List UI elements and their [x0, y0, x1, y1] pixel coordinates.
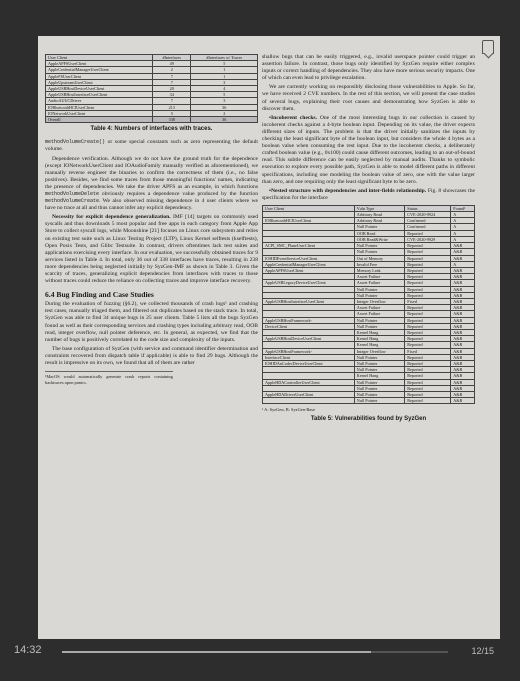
- reading-progress-fill: [62, 651, 371, 653]
- table-cell: Null Pointer: [354, 398, 404, 404]
- table-cell: 1: [191, 73, 258, 79]
- table-cell: A&B: [451, 298, 475, 304]
- table-cell: Reported: [405, 385, 451, 391]
- table-cell: Reported: [405, 274, 451, 280]
- table4-caption: Table 4: Numbers of interfaces with traces.: [90, 126, 213, 133]
- reading-progress-bar[interactable]: [62, 651, 448, 653]
- table-cell: 5: [191, 92, 258, 98]
- table-cell: Reported: [405, 305, 451, 311]
- table-cell: Assert Failure: [354, 305, 404, 311]
- table-cell: 7: [153, 98, 191, 104]
- table-cell: Assert Failure: [354, 274, 404, 280]
- table5-caption: Table 5: Vulnerabilities found by SyzGen: [310, 416, 427, 423]
- table-header-cell: User Client: [46, 55, 153, 61]
- paragraph: We are currently working on responsibly disclosing those vulnerabilities to Apple. So far, we have received 2 CVE numbers. In the rest of this section, we will present the case studies of several bugs, explaining their root causes and demonstrating how SyzGen is able to discover them.: [262, 84, 475, 112]
- table-cell: Assert Failure: [354, 280, 404, 286]
- table-cell: Reported: [405, 373, 451, 379]
- table-cell: Kernel Hang: [354, 373, 404, 379]
- paragraph-text: Dependence verification. Although we do not have the ground truth for the dependence (except IONetworkUserClient and IOAudioFamily manually verified as aforementioned), we manually reverse engineer the binaries to confirm the correctness of them (i.e., no false positives). Besides, we find some traces from those meaningful functions' names, indicating the presence of dependencies. We take the driver APFS as an example, in which functions: [45, 155, 258, 190]
- table-cell: Reported: [405, 292, 451, 298]
- table-cell: A&B: [451, 249, 475, 255]
- table-cell: Reported: [405, 280, 451, 286]
- table-cell: Null Pointer: [354, 385, 404, 391]
- table-cell: A&B: [451, 348, 475, 354]
- table-cell: AppleUSBHostInterfaceUserClient: [263, 298, 355, 304]
- table-cell: Reported: [405, 255, 451, 261]
- table-cell: A&B: [451, 274, 475, 280]
- table-cell: A&B: [451, 267, 475, 273]
- table-cell: A: [451, 224, 475, 230]
- table-cell: IONetworkUserClient: [46, 110, 153, 116]
- table-cell: 7: [153, 73, 191, 79]
- table-cell: Arbitrary Read: [354, 218, 404, 224]
- table-cell: 2: [191, 110, 258, 116]
- table-cell: Memory Leak: [354, 267, 404, 273]
- table-cell: Null Pointer: [354, 360, 404, 366]
- paragraph-text: IMF [14] targets on commonly used syscalls and thus downloads 5 most popular and free apps in each category from Apple App Store to collect syscall logs, while Moonshine [21] focuses on Linux core subsystem and relies on existing test suite such as Linux Testing Project (LTP), Linux Kernel selftests (kselftests), Open Posix Tests, and Glibc Testsuite. In contrast, drivers oftentimes lack test suites and applications exercising every interface. In our evaluation, we successfully obtained traces for 9 services listed in Table 4. In total, only 36 out of 338 interfaces have traces, resulting in 238 more dependencies being neglected initially by SyzGen-IMF as shown in Table 3. Given the scarcity of traces, generalizing explicit dependencies from interfaces with traces to those without traces could reduce the reliance on collecting traces and improve interface recovery.: [45, 214, 258, 285]
- vulnerabilities-table: [262, 205, 475, 405]
- paragraph-text: obviously requires a dependence value produced by the function: [99, 190, 258, 197]
- table-cell: Fixed: [405, 348, 451, 354]
- table-cell: 213: [153, 104, 191, 110]
- paragraph: [45, 156, 258, 213]
- table-header-cell: #Interfaces w/ Traces: [191, 55, 258, 61]
- table-cell: AppleUSBHostDeviceUserClient: [263, 336, 355, 342]
- inline-code: methodVolumeCreate: [45, 198, 100, 205]
- table-cell: 20: [153, 86, 191, 92]
- table-cell: A&B: [451, 336, 475, 342]
- table-cell: AppleUpstreamUserClient: [46, 79, 153, 85]
- table-cell: IOHIDEventServiceUserClient: [263, 255, 355, 261]
- table-cell: 7: [153, 79, 191, 85]
- table-cell: A&B: [451, 311, 475, 317]
- table-cell: A&B: [451, 280, 475, 286]
- table-cell: A&B: [451, 373, 475, 379]
- table-cell: A&B: [451, 305, 475, 311]
- table-cell: 4: [191, 86, 258, 92]
- table-cell: A&B: [451, 292, 475, 298]
- table-cell: Null Pointer: [354, 391, 404, 397]
- table-cell: Reported: [405, 317, 451, 323]
- table-cell: Null Pointer: [354, 224, 404, 230]
- table-cell: 1: [191, 67, 258, 73]
- table-cell: IOBluetoothHCIUserClient: [263, 218, 355, 224]
- page-indicator[interactable]: 12/15: [471, 646, 494, 656]
- table-cell: Integer Overflow: [354, 348, 404, 354]
- table-cell: Out of Memory: [354, 255, 404, 261]
- table-cell: Null Pointer: [354, 243, 404, 249]
- table-cell: Reported: [405, 360, 451, 366]
- table-cell: Reported: [405, 267, 451, 273]
- paragraph: [45, 139, 258, 153]
- table-cell: Null Pointer: [354, 292, 404, 298]
- table-cell: A&B: [451, 286, 475, 292]
- table-cell: AppleUSBHostDeviceUserClient: [46, 86, 153, 92]
- paragraph-text: or some special constants such as zero representing the default volume.: [45, 139, 258, 153]
- paragraph-lead: •Incoherent checks.: [269, 114, 318, 121]
- table-cell: Reported: [405, 354, 451, 360]
- table-cell: AppleAPFSUserClient: [46, 61, 153, 67]
- bookmark-icon[interactable]: [482, 40, 494, 54]
- table-cell: Reported: [405, 323, 451, 329]
- table-cell: A: [451, 212, 475, 218]
- table-cell: Reported: [405, 311, 451, 317]
- table-cell: IOHIDAnCodecDeviceUserClient: [263, 360, 355, 366]
- table-header-cell: Vuln Type: [354, 205, 404, 211]
- table-cell: Confirmed: [405, 218, 451, 224]
- table-cell: AppleUSBHostFramework-: [263, 317, 355, 323]
- table-cell: AudioAUUCDriver: [46, 98, 153, 104]
- inline-code: methodVolumeCreate(): [45, 139, 106, 146]
- table-cell: AppleHDAControllerUserClient: [263, 379, 355, 385]
- table-cell: Null Pointer: [354, 286, 404, 292]
- paragraph: During the evaluation of fuzzing (§6.2), we collected thousands of crash logs¹ and crashing test cases, manually triaged them, and filtered out duplicates based on the stack trace. In total, SyzGen was able to find 34 unique bugs in 25 user clients. Table 5 lists all the bugs SyzGen found as well as their corresponding services and crashing types including arbitrary read, OOB read, integer overflow, null pointer deference, etc. In general, as expected, we find that the number of bugs is positively correlated to the code size and complexity of the inputs.: [45, 301, 258, 343]
- table-header-cell: Status: [405, 205, 451, 211]
- right-column: [262, 54, 475, 430]
- clock: 14:32: [14, 644, 42, 656]
- table-cell: A&B: [451, 367, 475, 373]
- table-cell: AppleAPFSUserClient: [263, 267, 355, 273]
- table-cell: 338: [153, 117, 191, 123]
- table-cell: 5: [153, 110, 191, 116]
- paragraph-text: One of the most interesting bugs in our collection is caused by incoherent checks against a 4-byte boolean input. Depending on its value, the driver expects different sizes of inputs. The problem is that the driver initially sanitizes the inputs by checking the least significant byte of the boolean input, but considers the whole 4 bytes as a boolean value when consuming the rest input. Due to the incoherent checks, a deliberately crafted boolean value (e.g., 0x100) could cause different outcomes, leading to an out-of-bound read. This subtle difference can be easily neglected by manual audits. Thanks to symbolic execution to explore every possible path, SyzGen is able to model different paths in different specifications, including one modeling the boolean value of zero, one with the value larger than zero, and one requiring only the least significant byte to be zero.: [262, 114, 475, 185]
- table-cell: A&B: [451, 385, 475, 391]
- status-bar: [0, 642, 520, 681]
- table-cell: Reported: [405, 329, 451, 335]
- table-cell: A&B: [451, 323, 475, 329]
- table-cell: AppleUSBHostFramework-: [263, 348, 355, 354]
- table-cell: Reported: [405, 243, 451, 249]
- table-cell: AppleFSUserClient: [46, 73, 153, 79]
- paragraph-text: . We also observed missing dependence in 4 user clients where we have no trace at all and thus cannot infer any explicit dependency.: [45, 198, 258, 212]
- table-cell: Reported: [405, 230, 451, 236]
- table-cell: IOBluetoothHCIUserClient: [46, 104, 153, 110]
- table-cell: AppleHDADriverUserClient: [263, 391, 355, 397]
- table-cell: A&B: [451, 360, 475, 366]
- table-cell: Overall: [46, 117, 153, 123]
- paragraph: [45, 214, 258, 285]
- table-cell: A: [451, 261, 475, 267]
- inline-code: methodVolumeDelete: [45, 190, 100, 197]
- paragraph-lead: •Nested structure with dependencies and inter-fields relationship.: [269, 187, 427, 194]
- table-cell: Kernel Hang: [354, 336, 404, 342]
- table-cell: Fixed: [405, 298, 451, 304]
- table-cell: Null Pointer: [354, 323, 404, 329]
- table-cell: Kernel Hang: [354, 342, 404, 348]
- table-cell: Arbitrary Read: [354, 212, 404, 218]
- table-cell: A&B: [451, 317, 475, 323]
- table-cell: Reported: [405, 398, 451, 404]
- table-cell: Reported: [405, 336, 451, 342]
- table-cell: Reported: [405, 367, 451, 373]
- table-cell: [263, 398, 355, 404]
- table-cell: InterfaceClient: [263, 354, 355, 360]
- table-cell: Reported: [405, 249, 451, 255]
- table-cell: A&B: [451, 342, 475, 348]
- table-cell: 3: [191, 79, 258, 85]
- table-cell: AppleCredentialManagerUserClient: [46, 67, 153, 73]
- table-cell: A&B: [451, 398, 475, 404]
- table-cell: A: [451, 230, 475, 236]
- table-cell: Assert Failure: [354, 311, 404, 317]
- paragraph: The base configuration of SyzGen (with service and command identifier determination and constraints recovered from dispatch table if applicable) is able to find 29 bugs. Although the result is impressive on its own, we found that all of them are rather: [45, 345, 258, 367]
- table-cell: Null Pointer: [354, 379, 404, 385]
- table-cell: Reported: [405, 391, 451, 397]
- left-column: [45, 54, 258, 385]
- table-cell: A&B: [451, 243, 475, 249]
- table-cell: 3: [191, 98, 258, 104]
- table-cell: Null Pointer: [354, 367, 404, 373]
- table-cell: OOB Read&Write: [354, 236, 404, 242]
- table-cell: Confirmed: [405, 224, 451, 230]
- table-cell: 5: [191, 61, 258, 67]
- table-header-cell: Found¹: [451, 205, 475, 211]
- table-cell: A: [451, 236, 475, 242]
- table-cell: CVE-2020-9924: [405, 212, 451, 218]
- paragraph: shallow bugs that can be easily triggered, e.g., invalid userspace pointer could trigger an assertion failure. In contrast, those bugs only identified by SyzGen require either complex inputs or correct handling of dependencies. They also have more serious security impacts. One of which can even lead to privilege escalation.: [262, 54, 475, 82]
- table-cell: Invalid Free: [354, 261, 404, 267]
- table-cell: Null Pointer: [354, 354, 404, 360]
- table-cell: 49: [153, 61, 191, 67]
- table-cell: CVE-2020-9929: [405, 236, 451, 242]
- table-cell: OOB Read: [354, 230, 404, 236]
- table-cell: A&B: [451, 255, 475, 261]
- table-cell: A&B: [451, 354, 475, 360]
- table-cell: Null Pointer: [354, 249, 404, 255]
- table-cell: A&B: [451, 329, 475, 335]
- table-cell: A&B: [451, 379, 475, 385]
- table-cell: Reported: [405, 379, 451, 385]
- paragraph: [262, 188, 475, 202]
- table-cell: 2: [153, 67, 191, 73]
- table-cell: Reported: [405, 286, 451, 292]
- table-cell: 34: [153, 92, 191, 98]
- table-cell: Reported: [405, 342, 451, 348]
- table-total-row: [46, 117, 258, 123]
- table-cell: AppleUSBHostInterfaceUserClient: [46, 92, 153, 98]
- paragraph-text: Fig. 8 showcases the specification for the interface: [262, 187, 475, 201]
- interfaces-table: [45, 54, 258, 123]
- table5-note: ¹ A: SyzGen, B: SyzGen-Base: [262, 407, 315, 413]
- table-cell: ACPI_SMC_PlaneUserClient: [263, 243, 355, 249]
- section-heading: 6.4 Bug Finding and Case Studies: [45, 290, 154, 300]
- table-header-cell: User Client: [263, 205, 355, 211]
- paragraph: [262, 115, 475, 186]
- table-row: [263, 398, 475, 404]
- table-cell: Null Pointer: [354, 317, 404, 323]
- table-cell: AppleCredentialManagerUserClient: [263, 261, 355, 267]
- table-cell: 36: [191, 117, 258, 123]
- table-cell: A: [451, 218, 475, 224]
- table-cell: Kernel Hang: [354, 329, 404, 335]
- footnote: ¹MacOS would automatically generate crash reports containing backtraces upon panics.: [45, 371, 173, 385]
- paragraph-lead: Necessity for explicit dependence generalization.: [52, 214, 171, 221]
- table-cell: Reported: [405, 261, 451, 267]
- table-header-cell: #Interfaces: [153, 55, 191, 61]
- table-cell: A&B: [451, 391, 475, 397]
- table-cell: AppleUSBLegacyDeviceUserClient: [263, 280, 355, 286]
- table-cell: DeviceClient: [263, 323, 355, 329]
- table-cell: Integer Overflow: [354, 298, 404, 304]
- table-cell: 36: [191, 104, 258, 110]
